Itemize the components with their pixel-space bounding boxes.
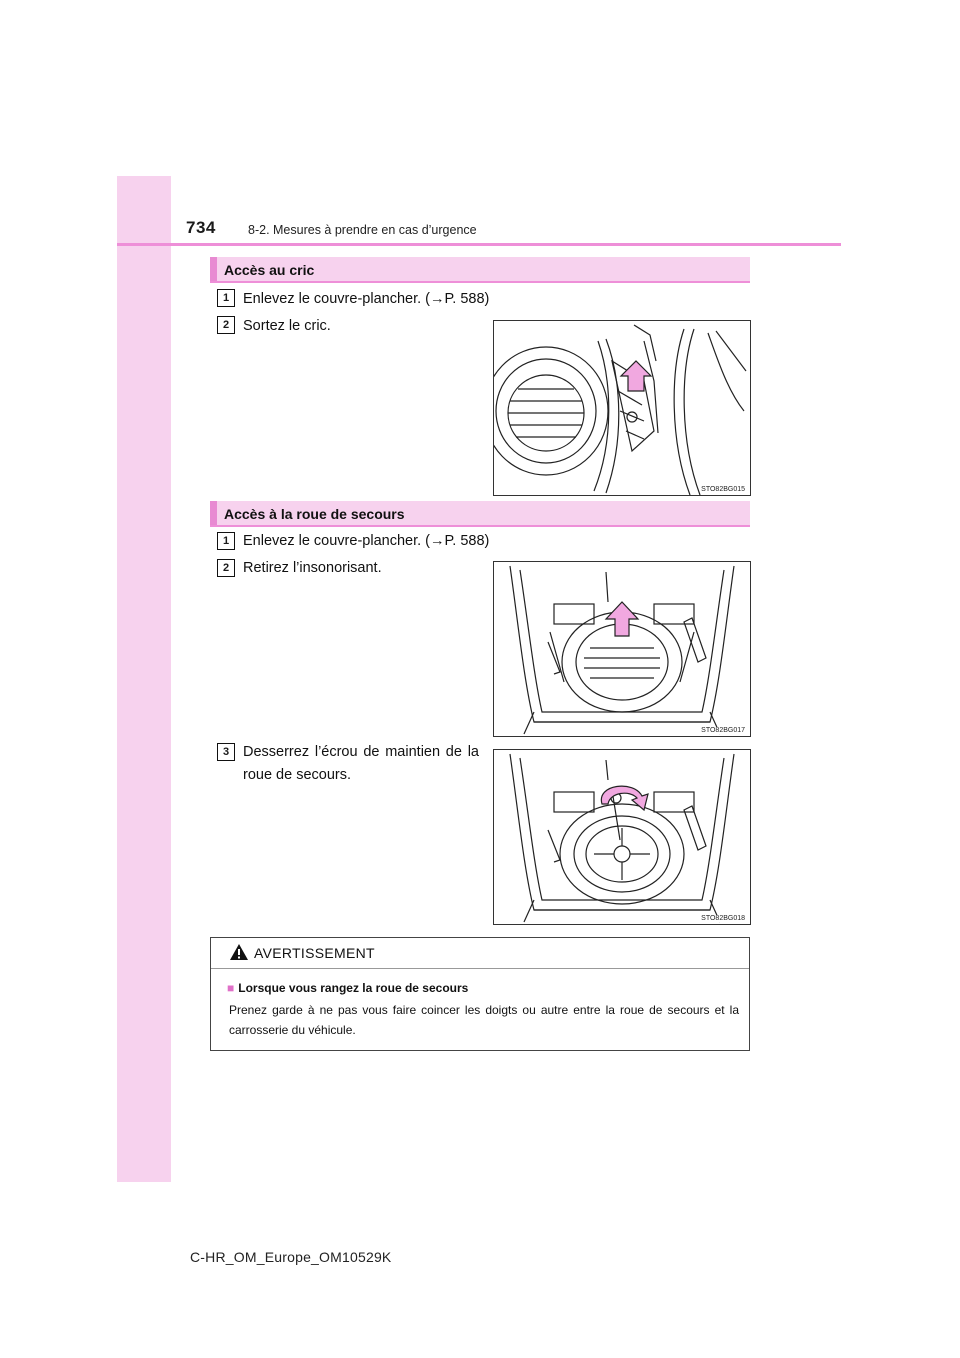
warning-box [210, 937, 750, 1051]
figure-loosen-wheel-nut [493, 749, 751, 925]
warning-subtitle [227, 981, 468, 995]
figure-jack-removal [493, 320, 751, 496]
jack-illustration [494, 321, 750, 495]
step-number: 1 [217, 532, 235, 550]
footer-doc-id: C-HR_OM_Europe_OM10529K [190, 1249, 392, 1265]
heading-bar [210, 257, 217, 281]
step-text: Desserrez l’écrou de maintien de la roue de secours. [243, 744, 479, 783]
figure-code: STO82BG018 [701, 915, 745, 922]
section-heading-text: Accès au cric [224, 262, 315, 278]
section-heading-text: Accès à la roue de secours [224, 506, 405, 522]
chapter-side-tab [117, 176, 171, 1182]
pink-arrow-icon [606, 602, 638, 636]
heading-bar [210, 501, 217, 525]
warning-title: AVERTISSEMENT [254, 945, 375, 961]
step-number: 2 [217, 316, 235, 334]
spare-wheel-illustration [494, 750, 750, 924]
bullet-square-icon: ■ [227, 981, 235, 995]
step-text: Enlevez le couvre-plancher. (→P. 588) [243, 533, 490, 549]
section-title: 8-2. Mesures à prendre en cas d’urgence [248, 223, 477, 237]
figure-soundproof-removal [493, 561, 751, 737]
warning-subtitle-text: Lorsque vous rangez la roue de secours [238, 981, 469, 995]
trunk-cover-illustration [494, 562, 750, 736]
step-number: 3 [217, 743, 235, 761]
warning-header [211, 938, 749, 969]
step-text: Retirez l’insonorisant. [243, 560, 382, 576]
warning-body: Prenez garde à ne pas vous faire coincer les doigts ou autre entre la roue de secours et la carrosserie du véhicule. [229, 1003, 739, 1037]
page-number: 734 [186, 218, 216, 237]
rotate-arrow-icon [601, 786, 648, 810]
warning-triangle-icon [229, 943, 249, 961]
pink-arrow-icon [621, 361, 651, 391]
step-number: 1 [217, 289, 235, 307]
header-rule [117, 243, 841, 246]
figure-code: STO82BG017 [701, 727, 745, 734]
step-text: Enlevez le couvre-plancher. (→P. 588) [243, 291, 490, 307]
step-number: 2 [217, 559, 235, 577]
section-heading-spare-wheel-access [210, 501, 750, 527]
figure-code: STO82BG015 [701, 486, 745, 493]
step-text: Sortez le cric. [243, 318, 331, 334]
section-heading-jack-access [210, 257, 750, 283]
